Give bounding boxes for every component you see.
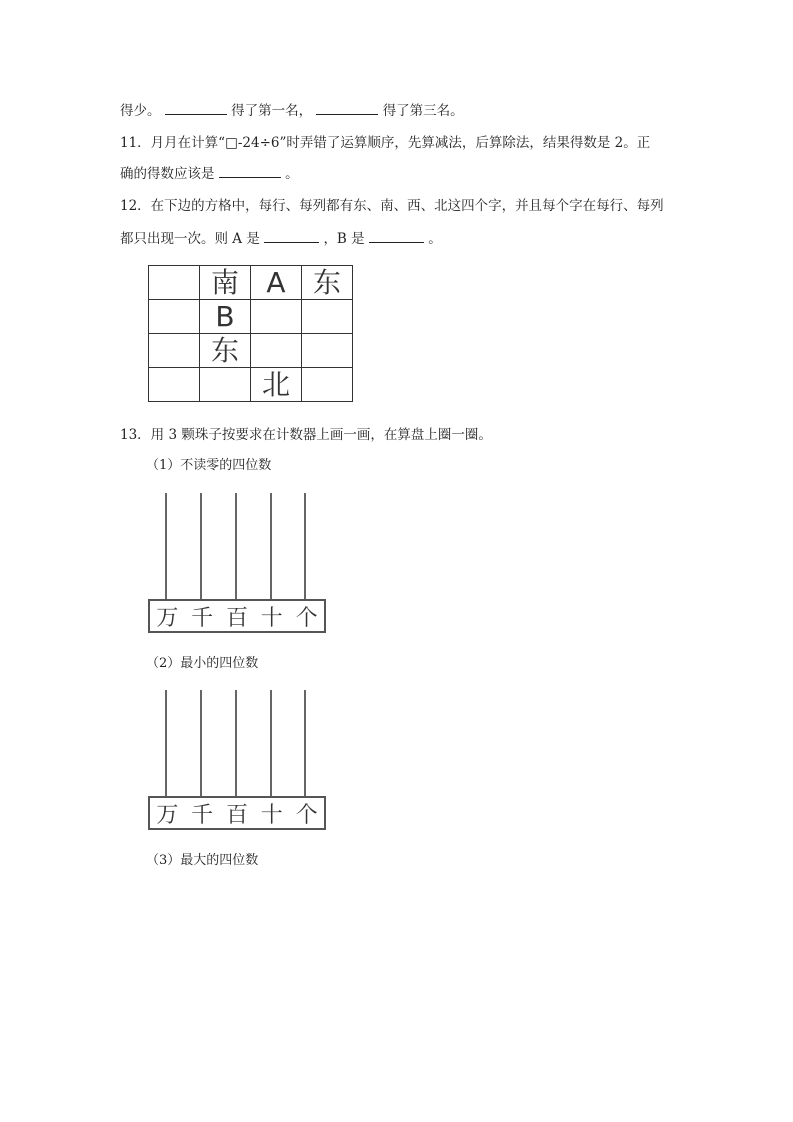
grid-row — [149, 334, 353, 368]
grid-cell: 北 — [251, 368, 302, 402]
grid-cell — [149, 266, 200, 300]
abacus-rod-bai[interactable] — [235, 690, 237, 796]
answer-blank[interactable] — [165, 100, 227, 115]
abacus-rod-bai[interactable] — [235, 493, 237, 599]
direction-grid — [148, 265, 353, 402]
text-segment: 。 — [285, 166, 299, 182]
grid-cell: A — [251, 266, 302, 300]
text-segment: 确的得数应该是 — [120, 166, 215, 182]
abacus-base — [148, 599, 326, 633]
abacus-rod-qian[interactable] — [200, 493, 202, 599]
answer-blank[interactable] — [219, 163, 281, 178]
grid-cell — [251, 334, 302, 368]
abacus-rod-qian[interactable] — [200, 690, 202, 796]
question-12-line-2 — [120, 228, 442, 249]
place-label-shi: 十 — [260, 802, 283, 828]
grid-cell — [302, 368, 353, 402]
grid-cell: 东 — [200, 334, 251, 368]
grid-cell: 东 — [302, 266, 353, 300]
grid-cell: B — [200, 300, 251, 334]
question-12-line-1: 12．在下边的方格中，每行、每列都有东、南、西、北这四个字，并且每个字在每行、每列 — [120, 198, 664, 214]
place-label-qian: 千 — [191, 605, 214, 631]
grid-cell — [200, 368, 251, 402]
text-segment: 得了第三名。 — [382, 103, 464, 119]
answer-blank-b[interactable] — [369, 228, 424, 243]
place-label-qian: 千 — [191, 802, 214, 828]
abacus-rod-wan[interactable] — [165, 493, 167, 599]
abacus-rod-shi[interactable] — [270, 690, 272, 796]
grid-cell: 南 — [200, 266, 251, 300]
text-segment: 。 — [428, 231, 442, 247]
text-segment: 得少。 — [120, 103, 161, 119]
grid-row — [149, 266, 353, 300]
grid-row — [149, 368, 353, 402]
question-11-line-2 — [120, 163, 299, 184]
answer-blank-a[interactable] — [264, 228, 319, 243]
place-label-shi: 十 — [260, 605, 283, 631]
grid-cell — [149, 368, 200, 402]
place-label-bai: 百 — [225, 605, 248, 631]
place-label-wan: 万 — [156, 605, 179, 631]
abacus-rod-wan[interactable] — [165, 690, 167, 796]
grid-row — [149, 300, 353, 334]
grid-cell — [251, 300, 302, 334]
grid-cell — [149, 300, 200, 334]
counter-abacus-2[interactable] — [148, 690, 328, 834]
place-label-ge: 个 — [295, 802, 318, 828]
abacus-base — [148, 796, 326, 830]
place-label-ge: 个 — [295, 605, 318, 631]
counter-abacus-1[interactable] — [148, 493, 328, 637]
abacus-rod-shi[interactable] — [270, 493, 272, 599]
text-segment: 都只出现一次。则 A 是 — [120, 231, 260, 247]
abacus-rod-ge[interactable] — [304, 493, 306, 599]
question-13-sub-1: （1）不读零的四位数 — [146, 458, 272, 473]
abacus-rod-ge[interactable] — [304, 690, 306, 796]
answer-line-ranking — [120, 100, 464, 121]
text-segment: ，B 是 — [323, 231, 365, 247]
grid-cell — [302, 300, 353, 334]
question-13-sub-3: （3）最大的四位数 — [146, 853, 259, 868]
place-label-bai: 百 — [225, 802, 248, 828]
question-11-line-1: 11．月月在计算“□-24÷6”时弄错了运算顺序，先算减法，后算除法，结果得数是 2。正 — [120, 135, 651, 151]
grid-cell — [149, 334, 200, 368]
question-13-sub-2: （2）最小的四位数 — [146, 656, 259, 671]
text-segment: 得了第一名， — [231, 103, 313, 119]
answer-blank[interactable] — [316, 100, 378, 115]
grid-cell — [302, 334, 353, 368]
question-13-line-1: 13．用 3 颗珠子按要求在计数器上画一画，在算盘上圈一圈。 — [120, 427, 492, 443]
place-label-wan: 万 — [156, 802, 179, 828]
